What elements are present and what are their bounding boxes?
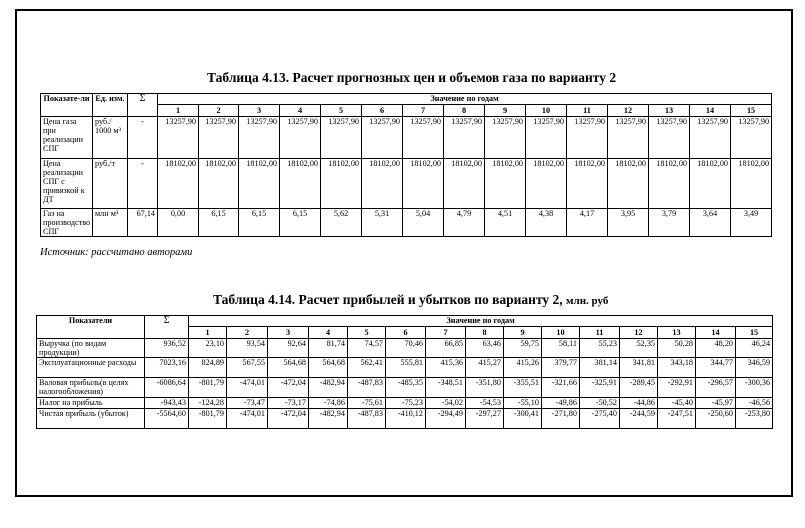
table-cell: -124,28 — [189, 398, 227, 409]
table-row — [37, 339, 773, 358]
table-cell: 6,15 — [280, 209, 321, 237]
table2-title — [213, 292, 608, 308]
year-header: 1 — [158, 105, 199, 117]
row-sum: - — [128, 159, 158, 209]
table-cell: 13257,90 — [690, 117, 731, 159]
table-cell: 0,00 — [158, 209, 199, 237]
table-cell: -482,94 — [309, 409, 348, 429]
table-cell: 3,49 — [731, 209, 772, 237]
table-cell: 46,24 — [736, 339, 773, 358]
table-cell: -297,27 — [466, 409, 504, 429]
table-row — [37, 398, 773, 409]
table-cell: -44,86 — [620, 398, 658, 409]
table-cell: 3,79 — [649, 209, 690, 237]
table-cell: -247,51 — [658, 409, 696, 429]
profit-loss-table — [36, 315, 773, 429]
year-header: 11 — [580, 327, 620, 339]
row-sum: -943,43 — [145, 398, 189, 409]
row-label: Выручка (по видам продукции) — [37, 339, 145, 358]
table-cell: -74,86 — [309, 398, 348, 409]
header-years: Значение по годам — [189, 316, 773, 327]
row-label: Цена реализации СПГ с привязкой к ДТ — [41, 159, 93, 209]
year-header: 12 — [620, 327, 658, 339]
year-header: 12 — [608, 105, 649, 117]
table-cell: -75,61 — [348, 398, 386, 409]
year-header: 5 — [348, 327, 386, 339]
table-cell: -482,94 — [309, 378, 348, 398]
year-header: 7 — [426, 327, 466, 339]
table-cell: -46,56 — [736, 398, 773, 409]
table-cell: 13257,90 — [403, 117, 444, 159]
table-cell: -271,80 — [542, 409, 580, 429]
table-cell: 59,75 — [504, 339, 542, 358]
row-label: Цена газа при реализации СПГ — [41, 117, 93, 159]
table-cell: 4,79 — [444, 209, 485, 237]
table-cell: 93,54 — [227, 339, 268, 358]
table-cell: 66,85 — [426, 339, 466, 358]
table-cell: 18102,00 — [403, 159, 444, 209]
table-cell: -49,86 — [542, 398, 580, 409]
table-cell: 92,64 — [268, 339, 309, 358]
table-cell: -300,36 — [736, 378, 773, 398]
table-cell: -45,40 — [658, 398, 696, 409]
year-header: 6 — [362, 105, 403, 117]
table-cell: 415,26 — [504, 358, 542, 378]
header-indicator: Показатели — [37, 316, 145, 339]
table-cell: 13257,90 — [362, 117, 403, 159]
table-cell: 341,81 — [620, 358, 658, 378]
year-header: 10 — [542, 327, 580, 339]
table-cell: -325,91 — [580, 378, 620, 398]
table-cell: 5,04 — [403, 209, 444, 237]
table-cell: 379,77 — [542, 358, 580, 378]
table-cell: -50,52 — [580, 398, 620, 409]
table-cell: 23,10 — [189, 339, 227, 358]
table-cell: 70,46 — [386, 339, 426, 358]
table-cell: 63,46 — [466, 339, 504, 358]
table-cell: -487,83 — [348, 409, 386, 429]
table-cell: -474,01 — [227, 378, 268, 398]
year-header: 2 — [227, 327, 268, 339]
row-sum: 7023,16 — [145, 358, 189, 378]
table-cell: 4,51 — [485, 209, 526, 237]
header-sum: Σ — [145, 316, 189, 339]
row-label: Чистая прибыль (убыток) — [37, 409, 145, 429]
table-cell: 13257,90 — [567, 117, 608, 159]
header-years: Значение по годам — [158, 94, 772, 105]
table-cell: 13257,90 — [158, 117, 199, 159]
table-cell: 18102,00 — [567, 159, 608, 209]
table-cell: -275,40 — [580, 409, 620, 429]
table-cell: -294,49 — [426, 409, 466, 429]
table-cell: -348,51 — [426, 378, 466, 398]
table-cell: 18102,00 — [239, 159, 280, 209]
row-unit: млн м³ — [93, 209, 128, 237]
table-row — [41, 209, 772, 237]
table-cell: 564,68 — [268, 358, 309, 378]
table-row — [37, 378, 773, 398]
table-cell: -472,04 — [268, 378, 309, 398]
table-cell: 13257,90 — [608, 117, 649, 159]
table-row — [37, 409, 773, 429]
header-indicator: Показате-ли — [41, 94, 93, 117]
table-cell: 564,68 — [309, 358, 348, 378]
table-cell: -244,59 — [620, 409, 658, 429]
year-header: 10 — [526, 105, 567, 117]
row-sum: 67,14 — [128, 209, 158, 237]
table-cell: 344,77 — [696, 358, 736, 378]
table-cell: 6,15 — [239, 209, 280, 237]
table-cell: 13257,90 — [239, 117, 280, 159]
year-header: 11 — [567, 105, 608, 117]
row-label: Валовая прибыль(в целях налогообложения) — [37, 378, 145, 398]
row-label: Эксплуатационные расходы — [37, 358, 145, 378]
year-header: 14 — [690, 105, 731, 117]
table-cell: 5,62 — [321, 209, 362, 237]
table-cell: -801,79 — [189, 378, 227, 398]
table-cell: -289,45 — [620, 378, 658, 398]
table-cell: 18102,00 — [690, 159, 731, 209]
table-cell: -253,80 — [736, 409, 773, 429]
table-cell: 13257,90 — [444, 117, 485, 159]
table-cell: -321,66 — [542, 378, 580, 398]
table-cell: 4,38 — [526, 209, 567, 237]
year-header: 4 — [309, 327, 348, 339]
source-note: Источник: рассчитано авторами — [40, 247, 193, 258]
year-header: 8 — [444, 105, 485, 117]
table-cell: -54,02 — [426, 398, 466, 409]
table-cell: 824,89 — [189, 358, 227, 378]
table-cell: 18102,00 — [321, 159, 362, 209]
table-cell: 50,28 — [658, 339, 696, 358]
table-cell: 415,36 — [426, 358, 466, 378]
table-cell: 18102,00 — [199, 159, 239, 209]
table-cell: 13257,90 — [321, 117, 362, 159]
table-cell: 13257,90 — [526, 117, 567, 159]
row-label: Газ на производство СПГ — [41, 209, 93, 237]
year-header: 1 — [189, 327, 227, 339]
table-cell: 5,31 — [362, 209, 403, 237]
table-cell: -300,41 — [504, 409, 542, 429]
table2-title-unit: млн. руб — [566, 295, 609, 307]
table-cell: -474,01 — [227, 409, 268, 429]
year-header: 3 — [239, 105, 280, 117]
table-cell: 415,27 — [466, 358, 504, 378]
year-header: 6 — [386, 327, 426, 339]
table-cell: -355,51 — [504, 378, 542, 398]
forecast-prices-table — [40, 93, 772, 237]
row-sum: -5564,60 — [145, 409, 189, 429]
year-header: 15 — [736, 327, 773, 339]
table-cell: -292,91 — [658, 378, 696, 398]
year-header: 3 — [268, 327, 309, 339]
table-row — [37, 358, 773, 378]
table-cell: 567,55 — [227, 358, 268, 378]
table-cell: 55,23 — [580, 339, 620, 358]
table-cell: 18102,00 — [649, 159, 690, 209]
table-cell: -801,79 — [189, 409, 227, 429]
table-cell: -296,57 — [696, 378, 736, 398]
table-cell: 555,81 — [386, 358, 426, 378]
table-cell: 13257,90 — [731, 117, 772, 159]
table-cell: 18102,00 — [608, 159, 649, 209]
table2-title-main: Таблица 4.14. Расчет прибылей и убытков по варианту 2, — [213, 292, 563, 307]
table-row — [41, 159, 772, 209]
table-cell: 13257,90 — [649, 117, 690, 159]
table-cell: 18102,00 — [526, 159, 567, 209]
table-cell: -250,60 — [696, 409, 736, 429]
table-cell: 343,18 — [658, 358, 696, 378]
row-unit: руб./т — [93, 159, 128, 209]
year-header: 4 — [280, 105, 321, 117]
table-cell: 346,59 — [736, 358, 773, 378]
row-sum: 936,52 — [145, 339, 189, 358]
table-cell: 6,15 — [199, 209, 239, 237]
table-cell: 18102,00 — [444, 159, 485, 209]
table-cell: 52,35 — [620, 339, 658, 358]
year-header: 8 — [466, 327, 504, 339]
year-header: 13 — [649, 105, 690, 117]
header-unit: Ед. изм. — [93, 94, 128, 117]
year-header: 14 — [696, 327, 736, 339]
table-cell: 81,74 — [309, 339, 348, 358]
table-cell: -45,97 — [696, 398, 736, 409]
table-cell: 58,11 — [542, 339, 580, 358]
table-cell: 18102,00 — [158, 159, 199, 209]
table-cell: 562,41 — [348, 358, 386, 378]
table-cell: 13257,90 — [485, 117, 526, 159]
year-header: 13 — [658, 327, 696, 339]
table-cell: 48,20 — [696, 339, 736, 358]
table-row — [41, 117, 772, 159]
table-cell: 18102,00 — [731, 159, 772, 209]
year-header: 9 — [485, 105, 526, 117]
table1-title: Таблица 4.13. Расчет прогнозных цен и объемов газа по варианту 2 — [207, 70, 617, 85]
table-cell: -351,80 — [466, 378, 504, 398]
table-cell: 18102,00 — [362, 159, 403, 209]
table-cell: 18102,00 — [485, 159, 526, 209]
table-cell: -472,04 — [268, 409, 309, 429]
year-header: 9 — [504, 327, 542, 339]
table-cell: 18102,00 — [280, 159, 321, 209]
year-header: 2 — [199, 105, 239, 117]
table-cell: -54,53 — [466, 398, 504, 409]
table-cell: -73,17 — [268, 398, 309, 409]
table-cell: -73,47 — [227, 398, 268, 409]
table-cell: -55,10 — [504, 398, 542, 409]
table-cell: 3,64 — [690, 209, 731, 237]
row-unit: руб./ 1000 м³ — [93, 117, 128, 159]
table-cell: -487,83 — [348, 378, 386, 398]
table-cell: 13257,90 — [199, 117, 239, 159]
table-cell: -485,35 — [386, 378, 426, 398]
table-cell: 74,57 — [348, 339, 386, 358]
row-label: Налог на прибыль — [37, 398, 145, 409]
year-header: 5 — [321, 105, 362, 117]
year-header: 15 — [731, 105, 772, 117]
table-cell: 381,14 — [580, 358, 620, 378]
table-cell: 3,95 — [608, 209, 649, 237]
table-cell: -410,12 — [386, 409, 426, 429]
table-cell: 13257,90 — [280, 117, 321, 159]
row-sum: -6086,64 — [145, 378, 189, 398]
header-sum: Σ — [128, 94, 158, 117]
year-header: 7 — [403, 105, 444, 117]
table-cell: -75,23 — [386, 398, 426, 409]
table-cell: 4,17 — [567, 209, 608, 237]
row-sum: - — [128, 117, 158, 159]
